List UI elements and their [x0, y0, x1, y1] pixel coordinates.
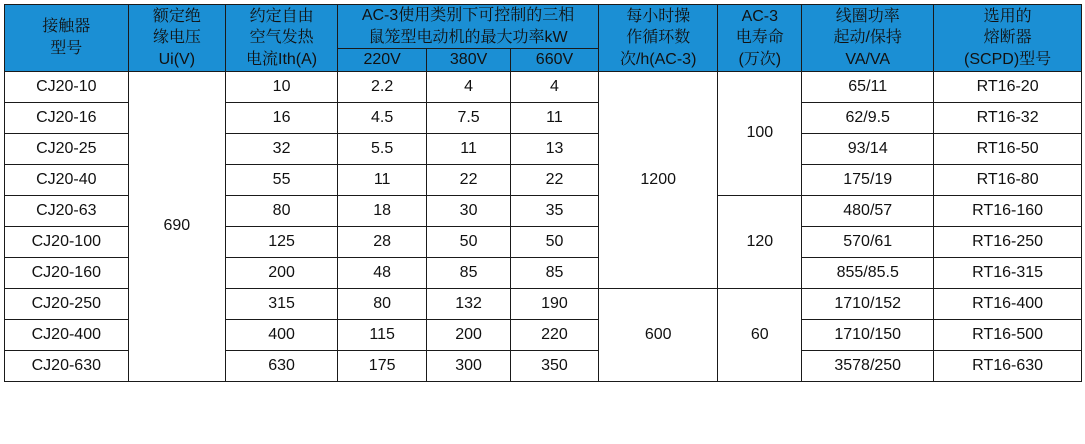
cell-power-380v: 132	[427, 288, 511, 319]
header-voltage-line3: Ui(V)	[158, 50, 196, 68]
table-row	[5, 71, 1082, 102]
header-life-line3: (万次)	[738, 50, 782, 68]
header-coil-line2: 起动/保持	[833, 29, 902, 47]
cell-coil-power: 65/11	[802, 71, 934, 102]
cell-power-380v: 200	[427, 319, 511, 350]
cell-thermal-current: 315	[226, 288, 338, 319]
cell-model: CJ20-400	[5, 319, 129, 350]
cell-power-220v: 2.2	[338, 71, 427, 102]
header-life-line2: 电寿命	[735, 29, 784, 47]
cell-model: CJ20-160	[5, 257, 129, 288]
cell-coil-power: 62/9.5	[802, 102, 934, 133]
cell-life-100: 100	[718, 71, 802, 195]
cell-power-380v: 85	[427, 257, 511, 288]
cell-thermal-current: 400	[226, 319, 338, 350]
cell-model: CJ20-250	[5, 288, 129, 319]
header-model-line1: 接触器	[42, 18, 91, 36]
cell-power-380v: 30	[427, 195, 511, 226]
cell-model: CJ20-63	[5, 195, 129, 226]
cell-coil-power: 480/57	[802, 195, 934, 226]
cell-power-380v: 7.5	[427, 102, 511, 133]
cell-cycles-600: 600	[598, 288, 717, 381]
cell-thermal-current: 10	[226, 71, 338, 102]
header-cycles-line2: 作循环数	[626, 29, 691, 47]
cell-power-660v: 220	[510, 319, 598, 350]
cell-fuse-type: RT16-630	[934, 350, 1082, 381]
cell-thermal-current: 32	[226, 133, 338, 164]
header-current-line3: 电流Ith(A)	[246, 50, 318, 68]
header-ac3-380v: 380V	[427, 49, 511, 72]
cell-model: CJ20-100	[5, 226, 129, 257]
header-current-line2: 空气发热	[249, 29, 314, 47]
cell-fuse-type: RT16-315	[934, 257, 1082, 288]
header-insulation-voltage	[128, 5, 225, 72]
cell-power-660v: 50	[510, 226, 598, 257]
header-fuse-type	[934, 5, 1082, 72]
cell-power-380v: 11	[427, 133, 511, 164]
cell-thermal-current: 200	[226, 257, 338, 288]
cell-power-380v: 50	[427, 226, 511, 257]
cell-model: CJ20-40	[5, 164, 129, 195]
cell-power-660v: 11	[510, 102, 598, 133]
cell-power-220v: 11	[338, 164, 427, 195]
cell-coil-power: 3578/250	[802, 350, 934, 381]
cell-model: CJ20-10	[5, 71, 129, 102]
cell-fuse-type: RT16-80	[934, 164, 1082, 195]
cell-fuse-type: RT16-20	[934, 71, 1082, 102]
contactor-spec-table	[4, 4, 1082, 382]
cell-fuse-type: RT16-160	[934, 195, 1082, 226]
cell-power-220v: 175	[338, 350, 427, 381]
cell-power-220v: 5.5	[338, 133, 427, 164]
cell-power-220v: 48	[338, 257, 427, 288]
table-header	[5, 5, 1082, 72]
header-ac3-220v: 220V	[338, 49, 427, 72]
cell-power-660v: 85	[510, 257, 598, 288]
header-model-line2: 型号	[50, 39, 83, 57]
cell-cycles-1200: 1200	[598, 71, 717, 288]
cell-power-660v: 350	[510, 350, 598, 381]
header-coil-power	[802, 5, 934, 72]
cell-fuse-type: RT16-32	[934, 102, 1082, 133]
cell-coil-power: 1710/152	[802, 288, 934, 319]
table-body	[5, 71, 1082, 381]
cell-thermal-current: 630	[226, 350, 338, 381]
cell-thermal-current: 55	[226, 164, 338, 195]
cell-coil-power: 93/14	[802, 133, 934, 164]
cell-power-220v: 115	[338, 319, 427, 350]
cell-power-380v: 300	[427, 350, 511, 381]
cell-power-660v: 22	[510, 164, 598, 195]
cell-fuse-type: RT16-50	[934, 133, 1082, 164]
header-ac3-power-group	[338, 5, 599, 49]
cell-insulation-voltage: 690	[128, 71, 225, 381]
cell-life-120: 120	[718, 195, 802, 288]
cell-coil-power: 570/61	[802, 226, 934, 257]
header-voltage-line1: 额定绝	[152, 7, 201, 25]
header-fuse-line2: 熔断器	[983, 29, 1032, 47]
header-voltage-line2: 缘电压	[152, 29, 201, 47]
cell-power-220v: 28	[338, 226, 427, 257]
cell-fuse-type: RT16-500	[934, 319, 1082, 350]
header-fuse-line3: (SCPD)型号	[964, 50, 1052, 68]
cell-coil-power: 175/19	[802, 164, 934, 195]
header-fuse-line1: 选用的	[983, 7, 1032, 25]
header-electrical-life	[718, 5, 802, 72]
cell-fuse-type: RT16-250	[934, 226, 1082, 257]
header-cycles-line1: 每小时操	[626, 7, 691, 25]
cell-thermal-current: 125	[226, 226, 338, 257]
cell-power-660v: 190	[510, 288, 598, 319]
cell-model: CJ20-25	[5, 133, 129, 164]
header-row-main	[5, 5, 1082, 49]
cell-model: CJ20-630	[5, 350, 129, 381]
cell-power-660v: 35	[510, 195, 598, 226]
header-model	[5, 5, 129, 72]
header-ac3-line2: 鼠笼型电动机的最大功率kW	[368, 28, 568, 46]
cell-coil-power: 1710/150	[802, 319, 934, 350]
header-operating-cycles	[598, 5, 717, 72]
cell-power-380v: 22	[427, 164, 511, 195]
header-coil-line1: 线圈功率	[835, 7, 900, 25]
cell-power-220v: 80	[338, 288, 427, 319]
cell-power-660v: 13	[510, 133, 598, 164]
header-coil-line3: VA/VA	[845, 50, 891, 68]
cell-power-220v: 4.5	[338, 102, 427, 133]
cell-power-220v: 18	[338, 195, 427, 226]
header-thermal-current	[226, 5, 338, 72]
header-current-line1: 约定自由	[249, 7, 314, 25]
cell-life-60: 60	[718, 288, 802, 381]
cell-model: CJ20-16	[5, 102, 129, 133]
header-ac3-660v: 660V	[510, 49, 598, 72]
cell-coil-power: 855/85.5	[802, 257, 934, 288]
cell-fuse-type: RT16-400	[934, 288, 1082, 319]
cell-power-380v: 4	[427, 71, 511, 102]
cell-power-660v: 4	[510, 71, 598, 102]
header-cycles-line3: 次/h(AC-3)	[619, 50, 697, 68]
cell-thermal-current: 16	[226, 102, 338, 133]
header-life-line1: AC-3	[741, 7, 779, 25]
header-ac3-line1: AC-3使用类别下可控制的三相	[361, 7, 575, 24]
cell-thermal-current: 80	[226, 195, 338, 226]
spec-sheet	[0, 4, 1085, 444]
